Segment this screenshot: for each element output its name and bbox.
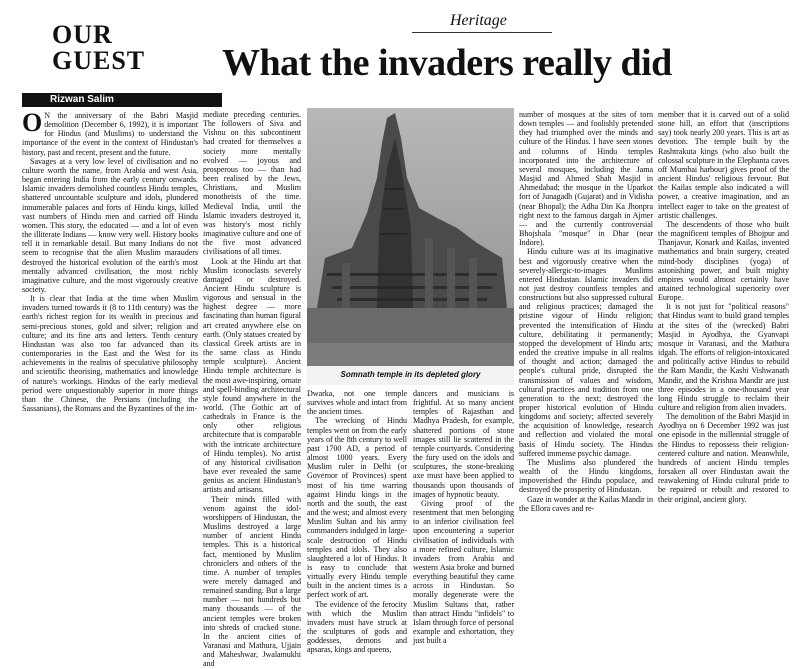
brand-line-2: GUEST	[52, 46, 146, 75]
paragraph: dancers and musicians is frightful. At so many ancient temples of Rajasthan and Madhya Pradesh, for example, shattered portions of stone images still lie scattered in the temple courtyards. Considering the fury used on the idols and sculptures, the stone-breaking axe must have been applied to thousands upon thousands of images of hypnotic beauty.	[413, 389, 514, 499]
paragraph: The evidence of the ferocity with which the Muslim invaders must have struck at the sculptures of gods and goddesses, demons and apsaras, kings and queens,	[307, 599, 407, 655]
text-column-2	[203, 110, 301, 669]
paragraph: Giving proof of the resentment that men belonging to an inferior civilisation feel upon encountering a superior civilisation of individuals with a more refined culture, Islamic invaders from Arabia and western Asia broke and burned everything beautiful they came across in Hindustan. So morally degenerate were the Muslim Sultans that, rather than attract Hindu "infidels" to Islam through force of personal example and exhortation, they just built a	[413, 498, 514, 646]
text-column-1	[22, 108, 198, 539]
somnath-temple-image	[307, 108, 514, 385]
paragraph: Look at the Hindu art that Muslim iconoclasts severely damaged or destroyed. Ancient Hindu sculpture is vigorous and sensual in the highest degree — more fascinating than human figural art created anywhere else on earth. (Only statues created by classical Greek artists are in the same class as Hindu temple sculpture). Ancient Hindu temple architecture is the most awe-inspiring, ornate and spell-binding architectural style found anywhere in the world. (The Gothic art of cathedrals in France is the only other religious architecture that is comparable with the intricate architecture of Hindu temples). No artist of any historical civilisation have ever revealed the same genius as ancient Hindustan's artists and artisans.	[203, 256, 301, 495]
paragraph: The wrecking of Hindu temples went on from the early years of the 8th century to well past 1700 AD, a period of almost 1000 years. Every Muslim ruler in Delhi (or Governor of Provinces) spent most of his time warring against Hindu kings in the north and the south, the east and the west; and almost every Muslim Sultan and his army commanders indulged in large-scale destruction of Hindu temples and idols. They also slaughtered a lot of Hindus. It is easy to conclude that virtually every Hindu temple built in the ancient times is a perfect work of art.	[307, 416, 407, 600]
paragraph: number of mosques at the sites of torn down temples — and foolishly pretended they had triumphed over the minds and culture of the Hindus. I have seen stones and columns of Hindu temples incorporated into the architecture of several mosques, including the Jama Masjid and Ahmed Shah Masjid in Ahmedabad; the mosque in the Uparkot fort of Junagadh (Gujarat) and in Vidisha (near Bhopal); the Adha Din Ka Jhonpra right next to the famous dargah in Ajmer — and the currently controversial Bhojshala "mosque" in Dhar (near Indore).	[519, 110, 653, 248]
paragraph: Savages at a very low level of civilisation and no culture worth the name, from Arabia and west Asia, began entering India from the early century onwards. Islamic invaders demolished countless Hindu temples, shattered uncountable sculpture and idols, plundered innumerable palaces and forts of Hindu kings, killed vast numbers of Hindu men and carried off Hindu women. This story, the educated — and a lot of even the illiterate Indians — know very well. History books tell it in remarkable detail. But many Indians do not seem to recognise that the alien Muslim marauders destroyed the historical evolution of the earth's most mentally advanced civilisation, the most richly imaginative culture, and the most vigorously creative society.	[22, 156, 198, 294]
text-column-4	[413, 389, 514, 646]
paragraph: The descendents of those who built the magnificent temples of Bhojpur and Thanjavur, Konark and Kailas, invented mathematics and brain surgery, created mind-body disciplines (yoga) of astonishing power, and built mighty empires would almost certainly have attained technological superiority over Europe.	[658, 219, 789, 303]
paragraph: mediate preceding centuries. The followers of Siva and Vishnu on this subcontinent had created for themselves a society more mentally evolved — joyous and prosperous too — than had been realised by the Jews, Christians, and Muslim monotheists of the time. Medieval India, until the Islamic invaders destroyed it, was history's most richly imaginative culture and one of the five most advanced civilisations of all times.	[203, 110, 301, 257]
text-column-6	[658, 110, 789, 540]
kicker-rule	[412, 32, 552, 33]
paragraph: member that it is carved out of a solid stone hill, an effort that (inscriptions say) took nearly 200 years. This is art as devotion. The temple built by the Rashtrakuta kings (who also built the colossal sculpture in the Elephanta caves off Mumbai harbour) gives proof of the ancient Hindus' religious fervour. But the Kailas temple also indicated a will power, a creative imagination, and an intellect eager to take on the greatest of artistic challenges.	[658, 110, 789, 220]
drop-cap: O	[22, 108, 43, 137]
paragraph: It is clear that India at the time when Muslim invaders turned towards it (8 to 11th century) was the earth's richest region for its wealth in precious and semi-precious stones, gold and silver; religion and culture; and its fine arts and letters. Tenth century Hindustan was also too far advanced than its contemporaries in the East and the West for its achievements in the realms of speculative philosophy and scientific theorising, mathematics and knowledge of nature's workings. Hindus of the early medieval period were unquestionably superior in more things than the Chinese, the Persians (including the Sassanians), the Romans and the Byzantines of the im-	[22, 294, 198, 413]
photo-caption: Somnath temple in its depleted glory	[340, 370, 481, 379]
paragraph: Gaze in wonder at the Kailas Mandir in the Ellora caves and re-	[519, 494, 653, 513]
paragraph: Hindu culture was at its imaginative best and vigorously creative when the severely-allergic-to-images Muslims entered Hindustan. Islamic invaders did not just destroy countless temples and constructions but also suppressed cultural and religious practices; damaged the pristine vigour of Hindu religion; prevented the intensification of Hindu culture, debilitating it permanently; stopped the development of Hindu arts; ended the creative impulse in all realms of thought and action; damaged the people's cultural pride, disrupted the transmission of values and wisdom, cultural practices and tradition from one generation to the next; destroyed the proper historical evolution of Hindu kingdoms and society; affected severely the acquisition of knowledge, research and reflection and violated the moral basis of Hindu society. The Hindus suffered immense psychic damage.	[519, 247, 653, 458]
brand-line-1: OUR	[52, 20, 113, 49]
column-brand	[52, 22, 162, 74]
paragraph: The demolition of the Babri Masjid in Ayodhya on 6 December 1992 was just one episode in the millennial struggle of the Hindus to repossess their religion-centered culture and nation. Meanwhile, hundreds of ancient Hindu temples forsaken all over Hindustan await the reawakening of Hindu cultural pride to be repaired or rebuilt and restored to their original, ancient glory.	[658, 412, 789, 504]
headline: What the invaders really did	[222, 42, 672, 84]
paragraph: Dwarka, not one temple survives whole and intact from the ancient times.	[307, 389, 407, 417]
author-byline: Rizwan Salim	[22, 93, 222, 107]
paragraph: The Muslims also plundered the wealth of the Hindu kingdoms, impoverished the Hindu populace, and destroyed the prosperity of Hindustan.	[519, 457, 653, 495]
temple-photo	[307, 108, 514, 385]
text-column-5	[519, 110, 653, 540]
section-kicker: Heritage	[450, 12, 507, 29]
paragraph: Their minds filled with venom against the idol-worshippers of Hindustan, the Muslims destroyed a large number of ancient Hindu temples. This is a historical fact, mentioned by Muslim chroniclers and others of the time. A number of temples were merely damaged and remained standing. But a large number — not hundreds but many thousands — of the ancient temples were broken into shreds of cracked stone. In the ancient cities of Varanasi and Mathura, Ujjain and Maheshwar, Jwalamukhi and	[203, 494, 301, 669]
paragraph: O N the anniversary of the Babri Masjid demolition (December 6, 1992), it is important for Hindus (and Muslims) to understand the importance of the event in the context of Hindustan's history, past and recent, present and the future.	[22, 108, 198, 157]
paragraph: It is not just for "political reasons" that Hindus want to build grand temples at the sites of the (wrecked) Babri Masjid in Ayodhya, the Gyanvapi mosque in Varanasi, and the Mathura idgah. The efforts of religion-intoxicated and politically active Hindus to rebuild the Ram Mandir, the Kashi Vishwanath Mandir, and the Krishna Mandir are just three episodes in a one-thousand year long Hindu struggle to reclaim their culture and religion from alien invaders.	[658, 302, 789, 412]
text-column-3	[307, 389, 407, 655]
